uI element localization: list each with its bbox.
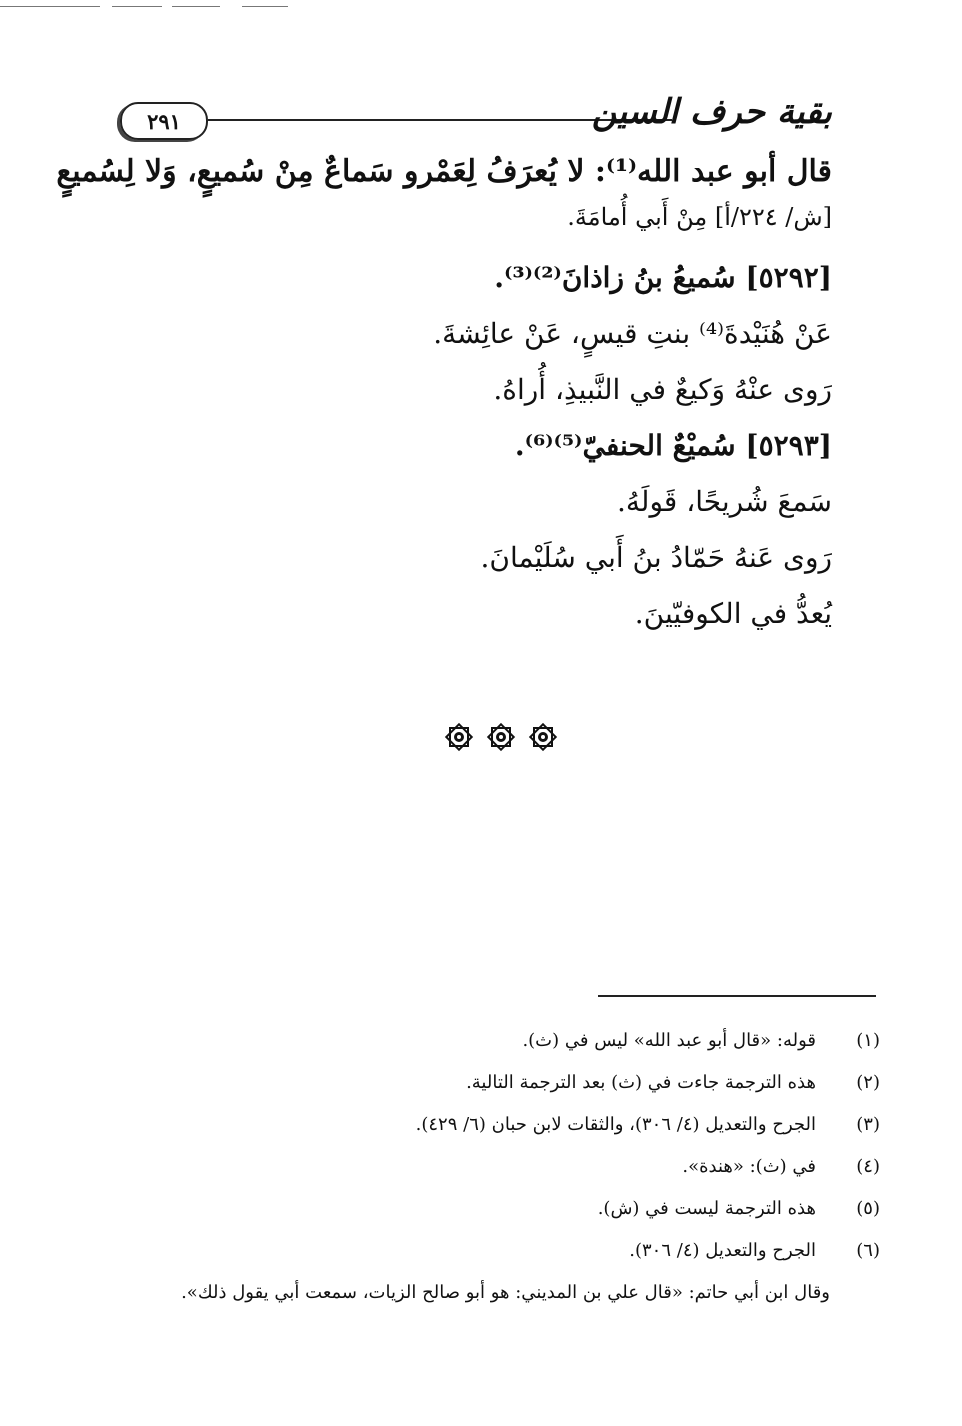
section-end-ornaments	[444, 722, 558, 752]
star-rosette-icon	[528, 722, 558, 752]
entry-line: عَنْ هُنَيْدةَ⁽⁴⁾ بنتِ قيسٍ، عَنْ عائِشةَ.	[433, 317, 832, 350]
footnote-number: (٦)	[856, 1240, 880, 1261]
footnote-separator	[598, 995, 876, 997]
footnote-text: في (ث): «هندة».	[682, 1156, 816, 1177]
scan-artifact-lines	[0, 6, 300, 8]
footnote-text: هذه الترجمة جاءت في (ث) بعد الترجمة التالية.	[466, 1072, 816, 1093]
footnote-number: (٢)	[856, 1072, 880, 1093]
page-header	[120, 92, 832, 148]
footnote	[120, 1146, 880, 1188]
footnote	[120, 1104, 880, 1146]
footnote-continuation: وقال ابن أبي حاتم: «قال علي بن المديني: هو أبو صالح الزيات، سمعت أبي يقول ذلك».	[181, 1282, 830, 1303]
footnote-number: (٤)	[856, 1156, 880, 1177]
footnote	[120, 1062, 880, 1104]
intro-line-continuation: [ش/ ٢٢٤/أ] مِنْ أَبي أُمامَةَ.	[567, 203, 832, 231]
page-number: ٢٩١	[120, 102, 208, 140]
entry-line: سَمعَ شُريحًا، قَولَهُ.	[617, 485, 832, 518]
main-text	[56, 150, 832, 642]
entry-heading-5293: [٥٢٩٣] سُميْعٌ الحنفيّ⁽⁵⁾⁽⁶⁾.	[514, 429, 832, 462]
footnote-number: (٣)	[856, 1114, 880, 1135]
entry-line: رَوى عنْهُ وَكيعٌ في النَّبيذِ، أُراهُ.	[493, 373, 832, 406]
intro-line: قال أبو عبد الله⁽¹⁾: لا يُعرَفُ لِعَمْرو سَماعٌ مِنْ سُميعٍ، وَلا لِسُميعٍ	[56, 154, 832, 189]
star-rosette-icon	[444, 722, 474, 752]
footnote-text: الجرح والتعديل (٤/ ٣٠٦)، والثقات لابن حبان (٦/ ٤٢٩).	[415, 1114, 816, 1135]
star-rosette-icon	[486, 722, 516, 752]
running-head: بقية حرف السين	[591, 92, 832, 132]
entry-line: رَوى عَنهُ حَمّادُ بنُ أَبي سُلَيْمانَ.	[480, 541, 832, 574]
footnote-number: (١)	[856, 1030, 880, 1051]
footnote	[120, 1230, 880, 1272]
footnotes	[120, 1020, 880, 1314]
footnote	[120, 1188, 880, 1230]
entry-heading-5292: [٥٢٩٢] سُميعُ بنُ زاذانَ⁽²⁾⁽³⁾.	[494, 261, 832, 294]
footnote	[120, 1020, 880, 1062]
footnote-text: قوله: «قال أبو عبد الله» ليس في (ث).	[522, 1030, 816, 1051]
footnote-text: الجرح والتعديل (٤/ ٣٠٦).	[629, 1240, 816, 1261]
footnote-number: (٥)	[856, 1198, 880, 1219]
footnote-text: هذه الترجمة ليست في (ش).	[597, 1198, 816, 1219]
entry-line: يُعدُّ في الكوفيّينَ.	[634, 597, 832, 630]
